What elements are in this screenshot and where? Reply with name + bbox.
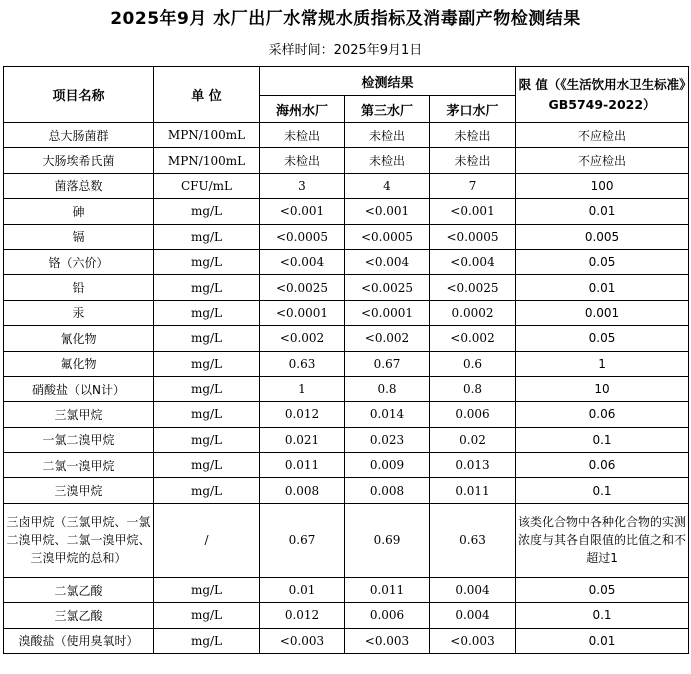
limit-value: 0.01 (516, 628, 689, 653)
item-name: 大肠埃希氏菌 (4, 148, 154, 173)
table-row (4, 326, 689, 351)
value-third: 0.009 (345, 453, 430, 478)
table-row (4, 628, 689, 653)
unit: MPN/100mL (154, 148, 260, 173)
value-haizhou: <0.0001 (260, 300, 345, 325)
value-third: <0.003 (345, 628, 430, 653)
limit-value: 0.005 (516, 224, 689, 249)
value-third: <0.002 (345, 326, 430, 351)
unit: mg/L (154, 376, 260, 401)
table-row (4, 351, 689, 376)
unit: mg/L (154, 427, 260, 452)
limit-value: 0.001 (516, 300, 689, 325)
header-plant-third: 第三水厂 (345, 96, 430, 123)
table-row (4, 503, 689, 577)
table-row (4, 275, 689, 300)
item-name: 三卤甲烷（三氯甲烷、一氯二溴甲烷、二氯一溴甲烷、三溴甲烷的总和） (4, 503, 154, 577)
unit: mg/L (154, 628, 260, 653)
item-name: 溴酸盐（使用臭氧时） (4, 628, 154, 653)
value-third: <0.001 (345, 199, 430, 224)
value-maokou: 0.02 (430, 427, 516, 452)
item-name: 总大肠菌群 (4, 123, 154, 148)
value-haizhou: 0.01 (260, 577, 345, 602)
value-maokou: <0.002 (430, 326, 516, 351)
value-maokou: 0.013 (430, 453, 516, 478)
unit: / (154, 503, 260, 577)
value-maokou: 0.8 (430, 376, 516, 401)
limit-value: 0.01 (516, 199, 689, 224)
value-maokou: 未检出 (430, 148, 516, 173)
unit: mg/L (154, 224, 260, 249)
value-haizhou: <0.001 (260, 199, 345, 224)
item-name: 铅 (4, 275, 154, 300)
limit-value: 0.01 (516, 275, 689, 300)
unit: mg/L (154, 603, 260, 628)
limit-value: 0.1 (516, 427, 689, 452)
table-row (4, 453, 689, 478)
table-row (4, 199, 689, 224)
limit-value: 0.05 (516, 249, 689, 274)
value-haizhou: <0.0025 (260, 275, 345, 300)
limit-value: 1 (516, 351, 689, 376)
value-haizhou: 0.012 (260, 402, 345, 427)
value-haizhou: 0.021 (260, 427, 345, 452)
value-haizhou: <0.003 (260, 628, 345, 653)
header-item-name: 项目名称 (4, 67, 154, 123)
item-name: 三溴甲烷 (4, 478, 154, 503)
value-third: 0.008 (345, 478, 430, 503)
table-row (4, 427, 689, 452)
value-maokou: 0.004 (430, 577, 516, 602)
unit: mg/L (154, 249, 260, 274)
value-haizhou: 未检出 (260, 148, 345, 173)
limit-value: 0.1 (516, 478, 689, 503)
value-maokou: 0.006 (430, 402, 516, 427)
unit: mg/L (154, 478, 260, 503)
sample-time: 采样时间：2025年9月1日 (268, 43, 423, 58)
table-row (4, 577, 689, 602)
table-row (4, 249, 689, 274)
item-name: 三氯甲烷 (4, 402, 154, 427)
unit: mg/L (154, 300, 260, 325)
value-third: 4 (345, 173, 430, 198)
unit: mg/L (154, 402, 260, 427)
value-maokou: 0.63 (430, 503, 516, 577)
value-haizhou: <0.004 (260, 249, 345, 274)
page-title: 2025年9月 水厂出厂水常规水质指标及消毒副产物检测结果 (110, 9, 581, 29)
limit-value: 不应检出 (516, 148, 689, 173)
value-third: 未检出 (345, 148, 430, 173)
item-name: 氰化物 (4, 326, 154, 351)
value-haizhou: 未检出 (260, 123, 345, 148)
value-third: <0.0025 (345, 275, 430, 300)
item-name: 硝酸盐（以N计） (4, 376, 154, 401)
item-name: 铬（六价） (4, 249, 154, 274)
value-maokou: <0.001 (430, 199, 516, 224)
value-third: 0.014 (345, 402, 430, 427)
unit: mg/L (154, 577, 260, 602)
header-limit: 限 值（《生活饮用水卫生标准》GB5749-2022） (516, 67, 689, 123)
value-third: 0.011 (345, 577, 430, 602)
header-plant-maokou: 茅口水厂 (430, 96, 516, 123)
table-row (4, 603, 689, 628)
value-haizhou: <0.002 (260, 326, 345, 351)
table-row (4, 402, 689, 427)
value-third: 未检出 (345, 123, 430, 148)
limit-value: 10 (516, 376, 689, 401)
value-maokou: 0.6 (430, 351, 516, 376)
unit: mg/L (154, 199, 260, 224)
limit-value: 0.06 (516, 453, 689, 478)
value-maokou: <0.0025 (430, 275, 516, 300)
value-maokou: 0.011 (430, 478, 516, 503)
unit: MPN/100mL (154, 123, 260, 148)
unit: mg/L (154, 351, 260, 376)
value-third: 0.69 (345, 503, 430, 577)
item-name: 汞 (4, 300, 154, 325)
limit-value: 该类化合物中各种化合物的实测浓度与其各自限值的比值之和不超过1 (516, 503, 689, 577)
value-maokou: 0.004 (430, 603, 516, 628)
value-maokou: 未检出 (430, 123, 516, 148)
limit-value: 0.05 (516, 577, 689, 602)
value-haizhou: <0.0005 (260, 224, 345, 249)
header-unit: 单 位 (154, 67, 260, 123)
item-name: 镉 (4, 224, 154, 249)
table-row (4, 224, 689, 249)
item-name: 二氯乙酸 (4, 577, 154, 602)
limit-value: 0.1 (516, 603, 689, 628)
value-third: <0.0005 (345, 224, 430, 249)
header-plant-haizhou: 海州水厂 (260, 96, 345, 123)
unit: mg/L (154, 326, 260, 351)
header-result: 检测结果 (260, 67, 516, 96)
value-maokou: 7 (430, 173, 516, 198)
unit: CFU/mL (154, 173, 260, 198)
value-haizhou: 0.63 (260, 351, 345, 376)
limit-value: 0.06 (516, 402, 689, 427)
item-name: 砷 (4, 199, 154, 224)
value-third: 0.023 (345, 427, 430, 452)
table-row (4, 148, 689, 173)
value-maokou: <0.0005 (430, 224, 516, 249)
value-maokou: <0.004 (430, 249, 516, 274)
item-name: 菌落总数 (4, 173, 154, 198)
limit-value: 100 (516, 173, 689, 198)
limit-value: 0.05 (516, 326, 689, 351)
table-row (4, 173, 689, 198)
item-name: 氟化物 (4, 351, 154, 376)
unit: mg/L (154, 453, 260, 478)
limit-value: 不应检出 (516, 123, 689, 148)
results-table (3, 66, 689, 654)
unit: mg/L (154, 275, 260, 300)
table-row (4, 123, 689, 148)
value-third: 0.8 (345, 376, 430, 401)
value-third: 0.006 (345, 603, 430, 628)
item-name: 三氯乙酸 (4, 603, 154, 628)
value-maokou: <0.003 (430, 628, 516, 653)
value-haizhou: 0.67 (260, 503, 345, 577)
value-haizhou: 0.011 (260, 453, 345, 478)
value-haizhou: 0.012 (260, 603, 345, 628)
value-haizhou: 1 (260, 376, 345, 401)
value-third: 0.67 (345, 351, 430, 376)
value-haizhou: 3 (260, 173, 345, 198)
table-row (4, 300, 689, 325)
value-third: <0.004 (345, 249, 430, 274)
table-row (4, 376, 689, 401)
item-name: 一氯二溴甲烷 (4, 427, 154, 452)
value-maokou: 0.0002 (430, 300, 516, 325)
item-name: 二氯一溴甲烷 (4, 453, 154, 478)
table-row (4, 478, 689, 503)
value-haizhou: 0.008 (260, 478, 345, 503)
value-third: <0.0001 (345, 300, 430, 325)
